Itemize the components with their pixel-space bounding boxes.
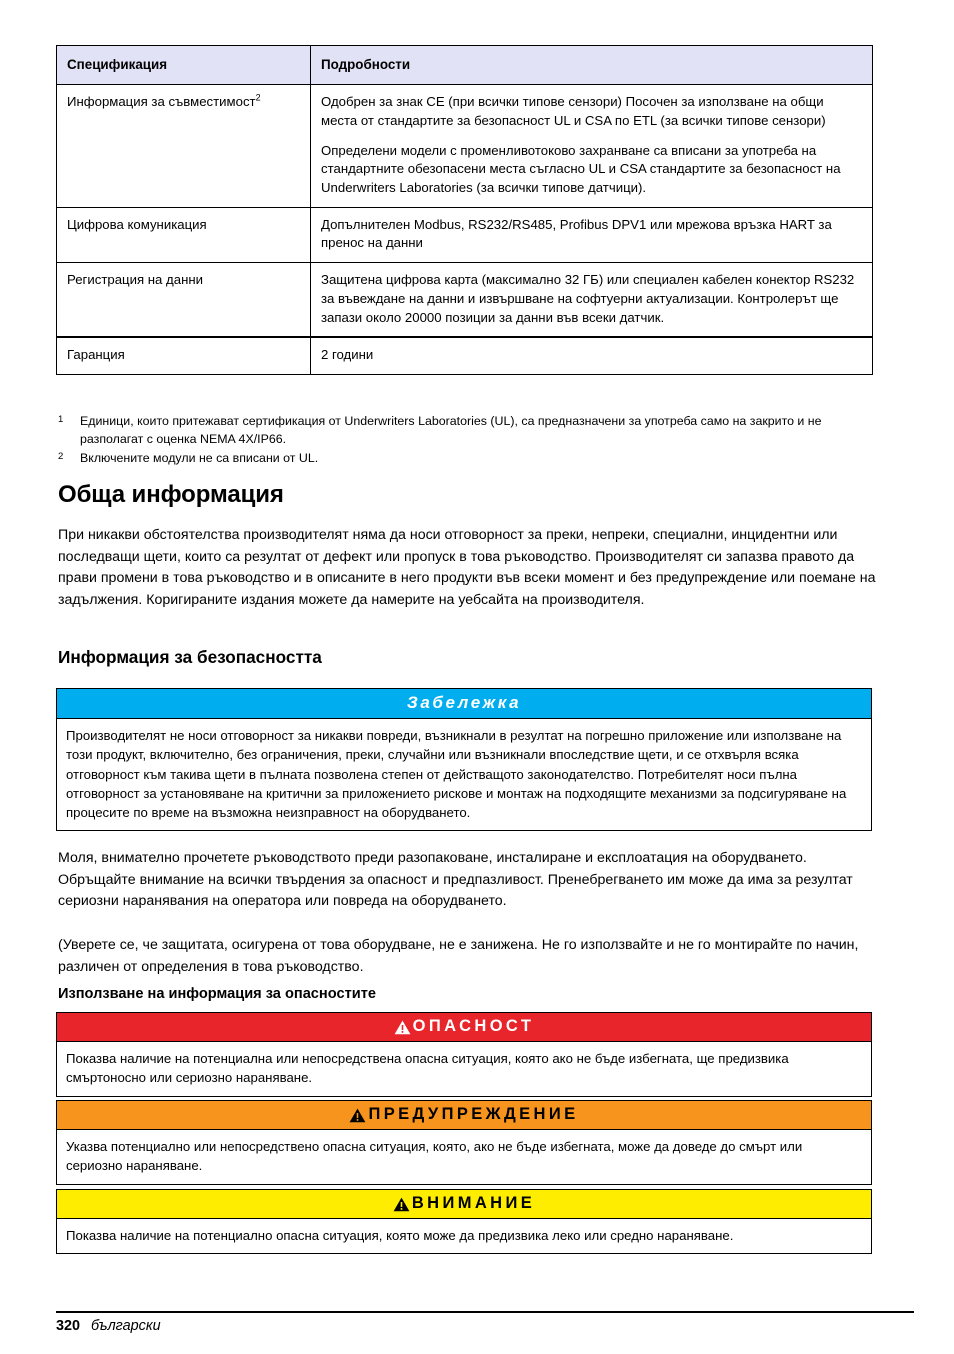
table-cell-details xyxy=(311,85,873,208)
table-row xyxy=(57,337,873,374)
page-number: 320 xyxy=(56,1318,81,1334)
notice-body-text: Производителят не носи отговорност за никакви повреди, възникнали в резултат на погрешно приложение или използване на този продукт, включително, без ограничения, преки, случайни или възникнали впоследствие щети, и се отхвърля всяка отговорност към такива щети в пълната позволена степен от действащото законодателство. Потребителят носи пълна отговорност за установяване на критични за приложението рискове и монтаж на подходящите механизми за подсигуряване на процесите по време на възможна неизправност на оборудването. xyxy=(66,728,847,821)
table-cell-details xyxy=(311,263,873,338)
caution-title-bar xyxy=(57,1190,871,1219)
danger-callout-box xyxy=(56,1012,872,1097)
footnote-item xyxy=(58,449,876,467)
caution-callout-box xyxy=(56,1189,872,1254)
section-heading-safety-information: Информация за безопасността xyxy=(58,647,322,667)
danger-title-bar xyxy=(57,1013,871,1042)
footnote-number: 2 xyxy=(58,451,64,463)
footer-language-label: български xyxy=(91,1318,161,1334)
detail-paragraph: Одобрен за знак CE (при всички типове сензори) Посочен за използване на общи места от стандартите за безопасност UL и CSA по ETL (за всички типове сензори) xyxy=(321,94,826,128)
detail-paragraph: Допълнителен Modbus, RS232/RS485, Profibus DPV1 или мрежова връзка HART за пренос на данни xyxy=(321,216,832,251)
paragraph-read-manual: Моля, внимателно прочетете ръководството преди разопаковане, инсталиране и експлоатация на оборудването. Обръщайте внимание на всички твърдения за опасност и предпазливост. Пренебрегването им може да има за резултат сериозни наранявания на оператора или повреда на оборудването. xyxy=(58,850,853,910)
column-header-details: Подробности xyxy=(311,46,873,85)
danger-title-text: ОПАСНОСТ xyxy=(412,1017,535,1035)
detail-paragraph: 2 години xyxy=(321,347,374,363)
footnote-text: Включените модули не са вписани от UL. xyxy=(80,451,319,466)
danger-body-text: Показва наличие на потенциална или непосредствена опасна ситуация, която ако не бъде избегната, ще предизвика смъртоносно или сериозно нараняване. xyxy=(66,1051,789,1086)
table-cell-details xyxy=(311,337,873,374)
warning-callout-box xyxy=(56,1100,872,1185)
warning-title-bar xyxy=(57,1101,871,1130)
paragraph-general-information: При никакви обстоятелства производителят няма да носи отговорност за преки, непреки, специални, инцидентни или последващи щети, които са резултат от дефект или пропуск в това ръководство. Производителят си запазва правото да прави промени в това ръководство и в описаните в него продукти във всеки момент и без предупреждение или поемане на задължения. Коригираните издания можете да намерите на уебсайта на производителя. xyxy=(58,527,876,608)
warning-triangle-icon xyxy=(393,1197,410,1212)
table-cell-spec: Регистрация на данни xyxy=(57,263,311,338)
warning-body-text: Указва потенциално или непосредствено опасна ситуация, която, ако не бъде избегната, може да доведе до смърт или сериозно нараняване. xyxy=(66,1139,803,1174)
specifications-table xyxy=(56,45,873,375)
section-heading-general-information: Обща информация xyxy=(58,481,284,508)
table-row xyxy=(57,263,873,338)
table-header-row xyxy=(57,46,873,85)
caution-title-text: ВНИМАНИЕ xyxy=(411,1194,536,1212)
notice-callout-box xyxy=(56,688,872,831)
footer-divider xyxy=(56,1311,914,1313)
column-header-specification: Спецификация xyxy=(57,46,311,85)
table-cell-spec xyxy=(57,85,311,208)
section-heading-hazard-use: Използване на информация за опасностите xyxy=(58,986,376,1002)
table-cell-spec: Цифрова комуникация xyxy=(57,207,311,262)
table-cell-spec: Гаранция xyxy=(57,337,311,374)
warning-triangle-icon xyxy=(349,1108,366,1123)
footnote-number: 1 xyxy=(58,414,64,425)
footnote-text: Единици, които притежават сертификация от Underwriters Laboratories (UL), са предназначени за употреба само на закрито и не разполагат с оценка NEMA 4X/IP66. xyxy=(80,414,822,447)
footnote-item xyxy=(58,412,876,448)
footnotes-list xyxy=(58,412,876,468)
table-row xyxy=(57,207,873,262)
caution-body-text: Показва наличие на потенциално опасна ситуация, която може да предизвика леко или средно нараняване. xyxy=(66,1228,734,1243)
notice-title: Забележка xyxy=(57,689,871,719)
footnote-marker: 2 xyxy=(255,92,261,103)
detail-paragraph: Защитена цифрова карта (максимално 32 ГБ) или специален кабелен конектор RS232 за въвеждане на данни и извършване на софтуерни актуализации. Контролерът ще запази около 20000 позиции за данни във всеки датчик. xyxy=(321,272,855,325)
spec-label: Информация за съвместимост xyxy=(67,94,256,110)
page-footer xyxy=(56,1318,161,1334)
table-cell-details xyxy=(311,207,873,262)
warning-title-text: ПРЕДУПРЕЖДЕНИЕ xyxy=(368,1105,579,1123)
paragraph-protection: (Уверете се, че защитата, осигурена от това оборудване, не е занижена. Не го използвайте и не го монтирайте по начин, различен от определения в това ръководство. xyxy=(58,937,859,975)
warning-triangle-icon xyxy=(394,1020,411,1035)
table-row xyxy=(57,85,873,208)
detail-paragraph: Определени модели с променливотоково захранване са вписани за употреба на стандартните обезопасени места съгласно UL и CSA стандартите за безопасност на Underwriters Laboratories (за всички типове датчици). xyxy=(321,142,841,195)
